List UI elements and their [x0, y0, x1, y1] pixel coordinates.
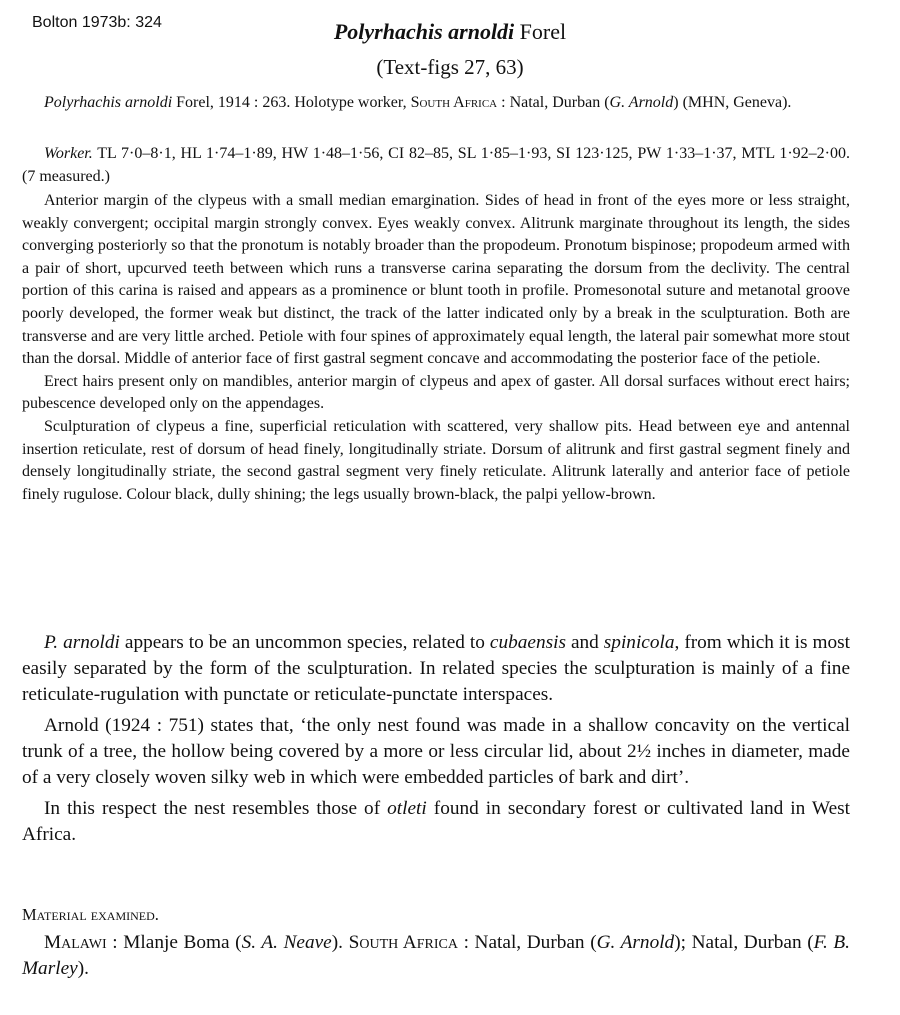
material-heading	[22, 904, 850, 926]
worker-measurement-text: TL 7·0–8·1, HL 1·74–1·89, HW 1·48–1·56, CI 82–85, SL 1·85–1·93, SI 123·125, PW 1·33–1·37, MTL 1·92–2·00. (7 measured.)	[22, 145, 850, 185]
discussion-text-d: found in secondary forest or cultivated land in West Africa.	[22, 798, 850, 845]
species-author: Forel	[519, 19, 567, 44]
figure-reference: (Text-figs 27, 63)	[376, 55, 524, 79]
description-paragraph-1: Anterior margin of the clypeus with a small median emargination. Sides of head in front of the eyes more or less straight, weakly convergent; occipital margin strongly convex. Eyes weakly convex. Alitrunk marginate throughout its length, the sides converging posteriorly so that the pronotum is notably broader than the propodeum. Pronotum bispinose; propodeum armed with a pair of short, upcurved teeth between which runs a transverse carina separating the dorsum from the declivity. The central portion of this carina is raised and appears as a prominence or blunt tooth in profile. Promesonotal suture and metanotal groove poorly developed, the former weak but distinct, the track of the latter indicated only by a break in the sculpturation. Both are transverse and are very little arched. Petiole with four spines of approximately equal length, the lateral pair somewhat more stout than the dorsal. Middle of anterior face of first gastral segment concave and accommodating the posterior face of the petiole.	[22, 192, 850, 368]
material-country-2: South Africa	[348, 932, 458, 953]
description-paragraph-2: Erect hairs present only on mandibles, anterior margin of clypeus and apex of gaster. All dorsal surfaces without erect hairs; pubescence developed only on the appendages.	[22, 372, 850, 413]
material-text-3: : Natal, Durban (	[457, 932, 597, 953]
discussion-text-c: In this respect the nest resembles those of	[44, 798, 388, 819]
material-text-4: ); Natal, Durban (	[674, 932, 814, 953]
discussion-paragraph-2: Arnold (1924 : 751) states that, ‘the only nest found was made in a shallow concavity on the vertical trunk of a tree, the hollow being covered by a more or less circular lid, about 2½ inches in diameter, made of a very closely woven silky web in which were embedded particles of bark and dirt’.	[22, 715, 850, 788]
description-section	[22, 190, 850, 506]
synonym-country: South Africa	[410, 94, 498, 111]
worker-measurements	[22, 143, 850, 188]
synonym-name: Polyrhachis arnoldi	[44, 94, 173, 111]
discussion-paragraph-1	[22, 630, 850, 708]
material-text-2: ).	[331, 932, 349, 953]
discussion-text-b: , from which it is most easily separated by the form of the sculpturation. In related species the sculpturation is mainly of a fine reticulate-rugulation with punctate or reticulate-punctate interspaces.	[22, 632, 851, 705]
discussion-and: and	[565, 632, 604, 653]
discussion-text-a: appears to be an uncommon species, related to	[119, 632, 490, 653]
material-examined	[22, 930, 850, 982]
species-name: Polyrhachis arnoldi	[333, 19, 515, 44]
page-title	[0, 18, 900, 46]
synonym-text: Forel, 1914 : 263. Holotype worker,	[172, 94, 411, 111]
description-paragraph-3: Sculpturation of clypeus a fine, superficial reticulation with scattered, very shallow pits. Head between eye and antennal insertion reticulate, rest of dorsum of head finely, longitudinally striate. Dorsum of alitrunk and first gastral segment finely and densely longitudinally striate, the second gastral segment very finely reticulate. Alitrunk laterally and anterior face of petiole finely rugulose. Colour black, dully shining; the legs usually brown-black, the palpi yellow-brown.	[22, 417, 850, 503]
synonymy-paragraph	[22, 92, 850, 115]
material-heading-text: Material examined.	[22, 905, 159, 924]
discussion-paragraph-3	[22, 796, 850, 848]
material-text-5: ).	[77, 958, 89, 979]
synonym-text-2: : Natal, Durban (	[497, 94, 610, 111]
species-otleti: otleti	[387, 798, 427, 819]
synonym-text-3: ) (MHN, Geneva).	[673, 94, 792, 111]
material-country-1: Malawi	[44, 932, 107, 953]
species-mention: P. arnoldi	[44, 632, 120, 653]
material-text-1: : Mlanje Boma (	[106, 932, 242, 953]
material-collector-3: F. B. Marley	[22, 932, 851, 979]
discussion-section	[22, 630, 850, 848]
related-species-spinicola: spinicola	[603, 632, 675, 653]
worker-label: Worker.	[44, 145, 93, 162]
citation: Bolton 1973b: 324	[32, 14, 162, 31]
material-collector-2: G. Arnold	[596, 932, 675, 953]
related-species-cubaensis: cubaensis	[489, 632, 566, 653]
synonym-collector: G. Arnold	[609, 94, 674, 111]
material-collector-1: S. A. Neave	[241, 932, 332, 953]
